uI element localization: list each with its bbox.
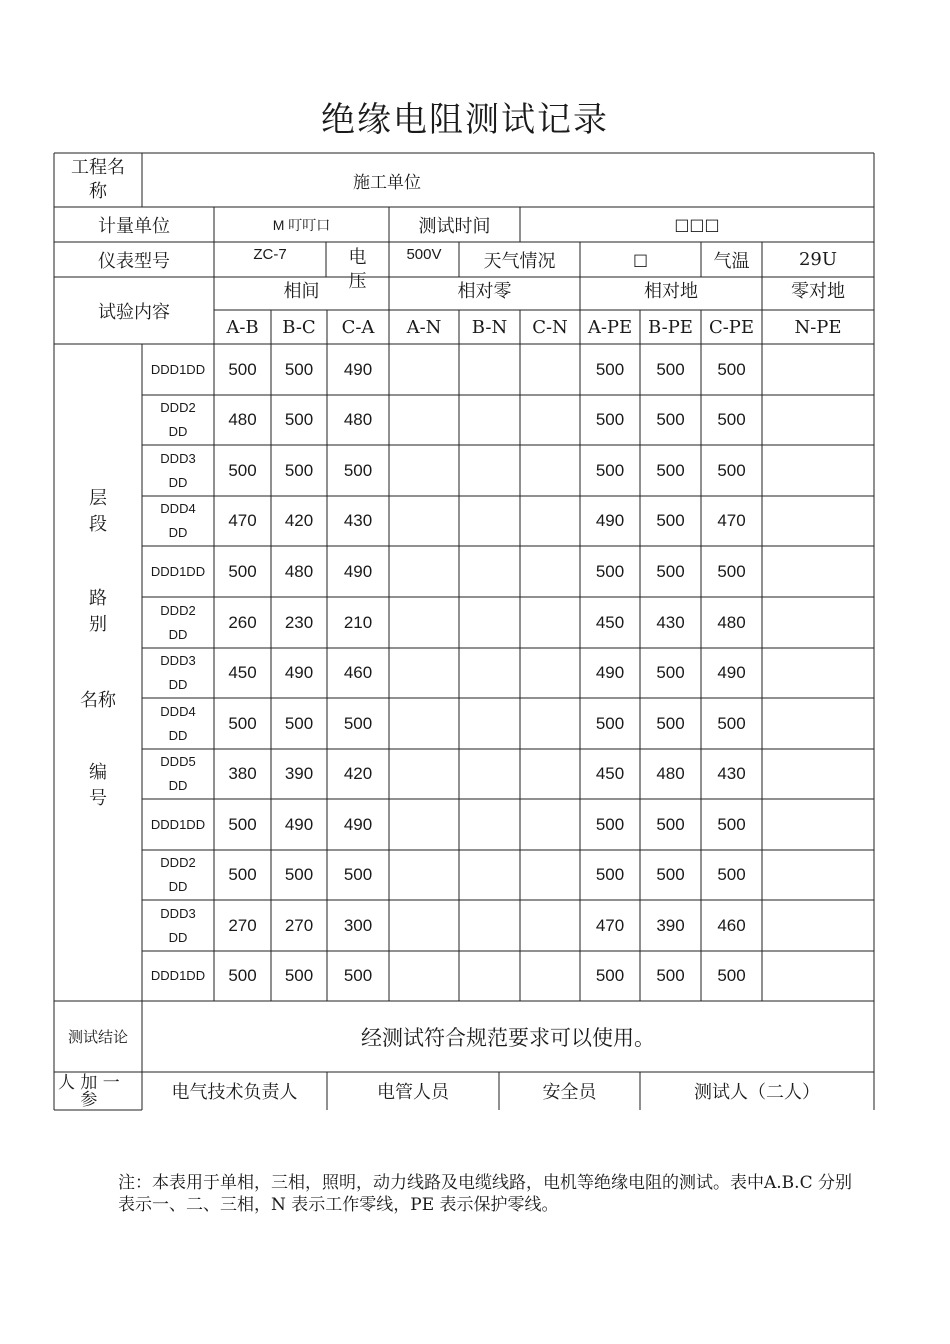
- value-cell-cn: [520, 395, 580, 445]
- circuit-code: DDD4 DD: [160, 703, 196, 743]
- value-cell-ab: 380: [228, 764, 257, 783]
- value-cell-cpe: 430: [717, 764, 746, 783]
- value-cell-bc: 500: [284, 966, 314, 985]
- role-safety-officer: 安全员: [542, 1082, 597, 1103]
- value-cell-npe: [762, 698, 874, 749]
- value-cell-ca: 490: [343, 359, 373, 379]
- col-cpe: C-PE: [708, 316, 755, 338]
- col-ca: C-A: [341, 316, 375, 338]
- circuit-code: DDD4 DD: [160, 501, 196, 540]
- value-cell-an: [389, 749, 459, 799]
- unit-label: 计量单位: [98, 215, 170, 237]
- value-cell-ca: 490: [343, 814, 373, 834]
- temp-value: 29U: [798, 249, 838, 270]
- value-cell-ape: 500: [595, 460, 625, 480]
- value-cell-ca: 430: [343, 511, 373, 530]
- value-cell-ab: 500: [228, 561, 257, 581]
- weather-label: 天气情况: [483, 250, 556, 272]
- project-name-label: 工程名 称: [71, 157, 125, 202]
- value-cell-cn: [520, 445, 580, 496]
- value-cell-bpe: 500: [656, 663, 685, 682]
- value-cell-bc: 390: [284, 764, 314, 783]
- side-label-floor: 层 段: [89, 488, 107, 535]
- value-cell-cpe: 500: [717, 814, 746, 834]
- role-tech-lead: 电气技术负责人: [171, 1082, 298, 1103]
- value-cell-ape: 450: [595, 612, 625, 632]
- value-cell-npe: [762, 648, 874, 698]
- value-cell-ab: 500: [228, 966, 257, 985]
- value-cell-bpe: 500: [656, 460, 685, 480]
- value-cell-bn: [459, 850, 520, 900]
- value-cell-cn: [520, 344, 580, 395]
- value-cell-an: [389, 496, 459, 546]
- value-cell-ca: 300: [343, 915, 373, 935]
- value-cell-ca: 480: [343, 410, 373, 429]
- value-cell-bn: [459, 799, 520, 850]
- value-cell-cpe: 480: [717, 612, 746, 632]
- value-cell-bn: [459, 749, 520, 799]
- role-electrical-manager: 电管人员: [377, 1082, 449, 1103]
- circuit-code: DDD2 DD: [160, 855, 196, 894]
- value-cell-ape: 500: [595, 359, 625, 379]
- value-cell-bn: [459, 395, 520, 445]
- value-cell-cn: [520, 900, 580, 951]
- value-cell-bn: [459, 648, 520, 698]
- value-cell-bpe: 430: [656, 612, 685, 632]
- value-cell-cn: [520, 799, 580, 850]
- value-cell-cpe: 500: [717, 561, 746, 581]
- value-cell-bc: 480: [284, 561, 314, 581]
- value-cell-cn: [520, 749, 580, 799]
- value-cell-npe: [762, 749, 874, 799]
- value-cell-bpe: 500: [656, 966, 685, 985]
- value-cell-bpe: 500: [656, 814, 685, 834]
- value-cell-ab: 480: [228, 410, 257, 429]
- value-cell-ape: 500: [595, 410, 625, 429]
- value-cell-bc: 490: [284, 663, 314, 682]
- value-cell-npe: [762, 344, 874, 395]
- value-cell-ab: 500: [228, 865, 257, 884]
- circuit-code: DDD3 DD: [160, 905, 196, 945]
- col-npe: N-PE: [794, 316, 842, 338]
- value-cell-bpe: 500: [656, 359, 685, 379]
- value-cell-cpe: 500: [717, 460, 746, 480]
- value-cell-ape: 500: [595, 814, 625, 834]
- value-cell-ca: 500: [343, 460, 373, 480]
- value-cell-cpe: 460: [717, 915, 746, 935]
- value-cell-ape: 500: [595, 561, 625, 581]
- value-cell-an: [389, 445, 459, 496]
- instrument-label: 仪表型号: [98, 250, 170, 272]
- value-cell-bn: [459, 546, 520, 597]
- value-cell-ape: 500: [595, 966, 625, 985]
- circuit-code: DDD5 DD: [160, 754, 196, 793]
- value-cell-bpe: 480: [656, 764, 685, 783]
- value-cell-an: [389, 900, 459, 951]
- value-cell-bc: 270: [284, 915, 314, 935]
- col-an: A-N: [406, 316, 442, 338]
- value-cell-an: [389, 698, 459, 749]
- value-cell-npe: [762, 445, 874, 496]
- test-content-label: 试验内容: [98, 301, 170, 323]
- value-cell-ab: 450: [228, 663, 257, 682]
- value-cell-cpe: 500: [717, 865, 746, 884]
- value-cell-ape: 500: [595, 865, 625, 884]
- value-cell-ape: 490: [595, 663, 625, 682]
- value-cell-npe: [762, 496, 874, 546]
- value-cell-bn: [459, 445, 520, 496]
- value-cell-ca: 210: [343, 612, 373, 632]
- temp-label: 气温: [713, 250, 750, 272]
- value-cell-cpe: 470: [717, 511, 746, 530]
- value-cell-ca: 500: [343, 865, 373, 884]
- value-cell-bc: 500: [284, 410, 314, 429]
- page-title: 绝缘电阻测试记录: [321, 100, 609, 140]
- test-time-label: 测试时间: [418, 215, 491, 237]
- col-bn: B-N: [471, 316, 508, 338]
- value-cell-ape: 470: [595, 915, 625, 935]
- value-cell-bpe: 500: [656, 561, 685, 581]
- value-cell-ab: 500: [228, 814, 257, 834]
- circuit-code: DDD1DD: [150, 816, 206, 832]
- value-cell-ab: 470: [228, 511, 257, 530]
- value-cell-cn: [520, 546, 580, 597]
- side-label-number: 编 号: [89, 762, 107, 809]
- value-cell-bc: 500: [284, 865, 314, 884]
- circuit-code: DDD1DD: [150, 968, 206, 983]
- side-label-circuit: 路 别: [89, 588, 107, 635]
- value-cell-ca: 500: [343, 713, 373, 733]
- value-cell-bpe: 500: [656, 511, 685, 530]
- value-cell-an: [389, 546, 459, 597]
- value-cell-npe: [762, 850, 874, 900]
- value-cell-bc: 500: [284, 359, 314, 379]
- value-cell-cn: [520, 951, 580, 1001]
- value-cell-bn: [459, 698, 520, 749]
- role-testers: 测试人（二人）: [694, 1082, 820, 1103]
- value-cell-cpe: 500: [717, 410, 746, 429]
- col-ab: A-B: [226, 316, 259, 338]
- circuit-code: DDD3 DD: [160, 653, 196, 692]
- value-cell-ab: 500: [228, 460, 257, 480]
- value-cell-cpe: 500: [717, 966, 746, 985]
- value-cell-bpe: 500: [656, 865, 685, 884]
- value-cell-bpe: 390: [656, 915, 685, 935]
- construction-unit-label: 施工单位: [353, 172, 421, 193]
- value-cell-npe: [762, 546, 874, 597]
- value-cell-ape: 490: [595, 511, 625, 530]
- voltage-label: 电 压: [348, 247, 367, 292]
- group-phase: 相间: [283, 280, 320, 302]
- side-label-name: 名称: [80, 690, 116, 711]
- test-time-value: □□□: [674, 215, 720, 234]
- value-cell-an: [389, 951, 459, 1001]
- unit-value: M 叮叮口: [272, 216, 331, 233]
- value-cell-cn: [520, 648, 580, 698]
- value-cell-bc: 500: [284, 713, 314, 733]
- value-cell-bpe: 500: [656, 410, 685, 429]
- value-cell-an: [389, 648, 459, 698]
- conclusion-text: 经测试符合规范要求可以使用。: [361, 1025, 655, 1050]
- value-cell-cn: [520, 698, 580, 749]
- circuit-code: DDD2 DD: [160, 602, 196, 642]
- footnote: 注：本表用于单相，三相，照明，动力线路及电缆线路，电机等绝缘电阻的测试。表中A.B.C 分别表示一、二、三相，N 表示工作零线，PE 表示保护零线。: [118, 1173, 852, 1215]
- value-cell-ab: 500: [228, 359, 257, 379]
- value-cell-ape: 450: [595, 764, 625, 783]
- circuit-code: DDD2 DD: [160, 400, 196, 439]
- value-cell-bn: [459, 344, 520, 395]
- value-cell-ab: 500: [228, 713, 257, 733]
- value-cell-cn: [520, 850, 580, 900]
- value-cell-cn: [520, 496, 580, 546]
- value-cell-bn: [459, 496, 520, 546]
- value-cell-ca: 490: [343, 561, 373, 581]
- value-cell-npe: [762, 395, 874, 445]
- value-cell-cpe: 500: [717, 359, 746, 379]
- value-cell-ape: 500: [595, 713, 625, 733]
- value-cell-npe: [762, 799, 874, 850]
- value-cell-cpe: 500: [717, 713, 746, 733]
- value-cell-an: [389, 799, 459, 850]
- value-cell-an: [389, 850, 459, 900]
- value-cell-cpe: 490: [717, 663, 746, 682]
- col-bpe: B-PE: [648, 316, 693, 338]
- col-cn: C-N: [532, 316, 568, 338]
- value-cell-ab: 260: [228, 612, 257, 632]
- instrument-value: ZC-7: [253, 246, 287, 263]
- value-cell-ca: 500: [343, 966, 373, 985]
- value-cell-bc: 230: [284, 612, 314, 632]
- value-cell-bc: 500: [284, 460, 314, 480]
- circuit-code: DDD3 DD: [160, 450, 196, 490]
- value-cell-bn: [459, 597, 520, 648]
- group-phase-ground: 相对地: [644, 280, 698, 302]
- conclusion-label: 测试结论: [67, 1028, 128, 1046]
- participants-label: 人 加 一 参: [58, 1072, 120, 1110]
- group-neutral-ground: 零对地: [791, 280, 845, 302]
- circuit-code: DDD1DD: [150, 361, 206, 377]
- col-bc: B-C: [282, 316, 316, 338]
- value-cell-npe: [762, 597, 874, 648]
- value-cell-an: [389, 344, 459, 395]
- value-cell-bn: [459, 951, 520, 1001]
- value-cell-npe: [762, 951, 874, 1001]
- value-cell-ab: 270: [228, 915, 257, 935]
- value-cell-an: [389, 395, 459, 445]
- group-phase-neutral: 相对零: [457, 280, 512, 302]
- col-ape: A-PE: [587, 316, 633, 338]
- value-cell-npe: [762, 900, 874, 951]
- value-cell-bpe: 500: [656, 713, 685, 733]
- voltage-value: 500V: [406, 246, 442, 263]
- value-cell-ca: 460: [343, 663, 373, 682]
- value-cell-bc: 420: [284, 511, 314, 530]
- value-cell-cn: [520, 597, 580, 648]
- value-cell-ca: 420: [343, 764, 373, 783]
- circuit-code: DDD1DD: [150, 563, 206, 579]
- value-cell-bn: [459, 900, 520, 951]
- value-cell-bc: 490: [284, 814, 314, 834]
- value-cell-an: [389, 597, 459, 648]
- weather-value: □: [632, 250, 649, 269]
